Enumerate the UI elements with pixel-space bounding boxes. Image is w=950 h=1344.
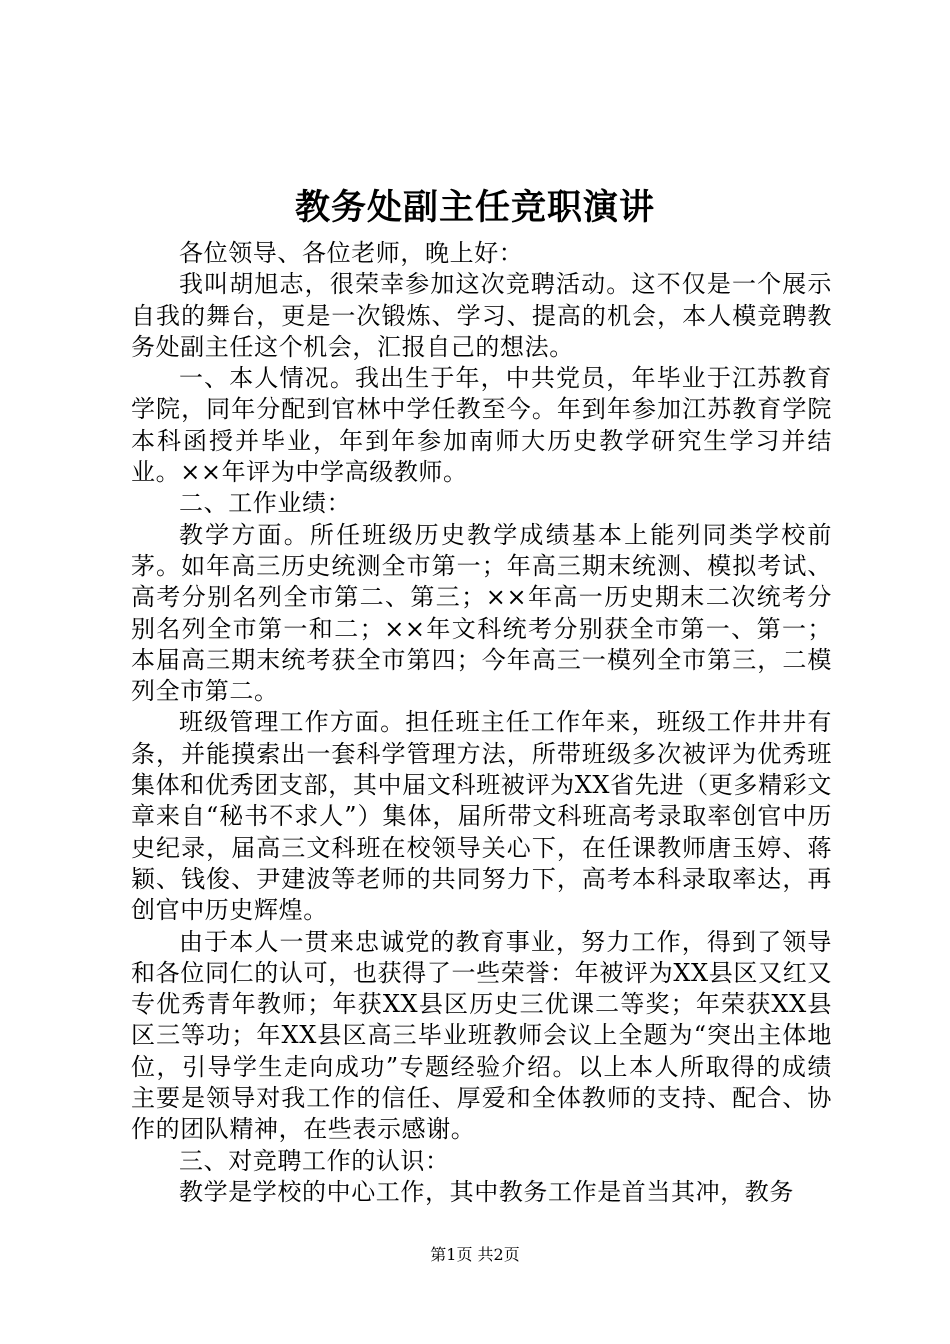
document-title: 教务处副主任竞职演讲 — [294, 187, 655, 228]
document-body — [131, 238, 832, 1208]
page-number-footer: 第1页 共2页 — [430, 1245, 520, 1264]
paragraph-teaching-center: 教学是学校的中心工作，其中教务工作是首当其冲，教务 — [179, 1177, 794, 1206]
paragraph-personal-info: 一、本人情况。我出生于年，中共党员，年毕业于江苏教育学院，同年分配到官林中学任教至今。年到年参加江苏教育学院本科函授并毕业，年到年参加南师大历史教学研究生学习并结业。××年评为中学高级教师。 — [131, 364, 832, 487]
paragraph-teaching: 教学方面。所任班级历史教学成绩基本上能列同类学校前茅。如年高三历史统测全市第一；年高三期末统测、模拟考试、高考分别名列全市第二、第三；××年高一历史期末二次统考分别名列全市第一和二；××年文科统考分别获全市第一、第一；本届高三期末统考获全市第四；今年高三一模列全市第三，二模列全市第二。 — [131, 520, 832, 706]
paragraph-intro: 我叫胡旭志，很荣幸参加这次竞聘活动。这不仅是一个展示自我的舞台，更是一次锻炼、学习、提高的机会，本人模竞聘教务处副主任这个机会，汇报自己的想法。 — [131, 270, 832, 361]
paragraph-section-understanding: 三、对竞聘工作的认识： — [179, 1146, 450, 1175]
paragraph-honors: 由于本人一贯来忠诚党的教育事业，努力工作，得到了领导和各位同仁的认可，也获得了一些荣誉：年被评为XX县区又红又专优秀青年教师；年获XX县区历史三优课二等奖；年荣获XX县区三等功；年XX县区高三毕业班教师会议上全题为“突出主体地位，引导学生走向成功”专题经验介绍。以上本人所取得的成绩主要是领导对我工作的信任、厚爱和全体教师的支持、配合、协作的团队精神，在些表示感谢。 — [131, 927, 832, 1144]
paragraph-class-management: 班级管理工作方面。担任班主任工作年来，班级工作井井有条，并能摸索出一套科学管理方法，所带班级多次被评为优秀班集体和优秀团支部，其中届文科班被评为XX省先进（更多精彩文章来自“秘书不求人”）集体，届所带文科班高考录取率创官中历史纪录，届高三文科班在校领导关心下，在任课教师唐玉婷、蒋颖、钱俊、尹建波等老师的共同努力下，高考本科录取率达，再创官中历史辉煌。 — [131, 708, 832, 925]
paragraph-greeting: 各位领导、各位老师，晚上好： — [179, 239, 524, 267]
paragraph-section-achievements: 二、工作业绩： — [179, 489, 352, 518]
